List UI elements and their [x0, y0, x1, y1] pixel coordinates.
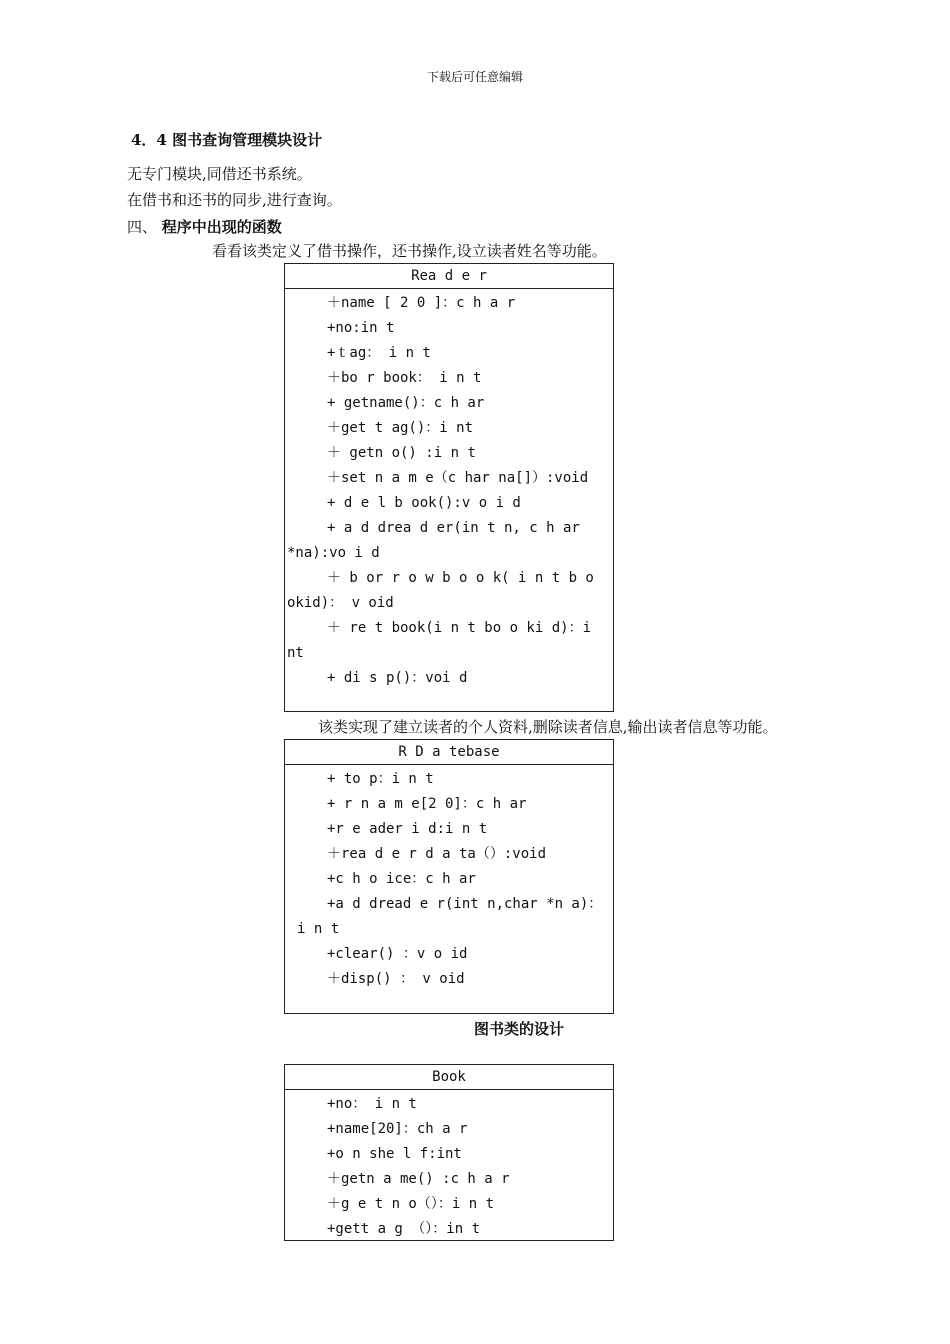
reader-member-continued: nt — [287, 645, 304, 661]
reader-member: ＋bo r book： i n t — [327, 370, 482, 386]
reader-member: + di s p()：voi d — [327, 670, 468, 686]
rdatabase-member: + r n a m e[2 0]：c h ar — [327, 796, 527, 812]
reader-member: + a d drea d er(in t n, c h ar — [327, 520, 580, 536]
rdatabase-class-name: R D a tebase — [285, 740, 613, 765]
rdatabase-class-box — [284, 739, 614, 1014]
reader-member: + getname()：c h ar — [327, 395, 485, 411]
page-header: 下载后可任意编辑 — [426, 70, 523, 84]
paragraph-1: 无专门模块,同借还书系统。 — [127, 165, 312, 183]
reader-member: ＋ re t book(i n t bo o ki d)：i — [327, 620, 592, 636]
reader-member-continued: *na):vo i d — [287, 545, 380, 561]
reader-member-continued: okid)： v oid — [287, 595, 394, 611]
rdatabase-member: + to p：i n t — [327, 771, 434, 787]
reader-member: ＋set n a m e（c har na[]）:void — [327, 470, 589, 486]
section4-prefix: 四、 — [127, 218, 158, 236]
book-class-name: Book — [285, 1065, 613, 1090]
section-title: 4．4 图书查询管理模块设计 — [131, 131, 323, 149]
book-member: +gett a g （）：in t — [327, 1221, 481, 1237]
section4-heading — [127, 216, 282, 237]
reader-member: +no:in t — [327, 320, 395, 336]
reader-member: ＋ getn o() :i n t — [327, 445, 476, 461]
book-member: ＋g e t n o（）：i n t — [327, 1196, 495, 1212]
reader-member: +ｔag： i n t — [327, 345, 431, 361]
reader-member: ＋name [ 2 0 ]：c h a r — [327, 295, 516, 311]
rdatabase-member: ＋disp() ： v oid — [327, 971, 465, 987]
rdatabase-member: +clear() ：v o id — [327, 946, 468, 962]
rdatabase-member: ＋rea d e r d a ta（）:void — [327, 846, 547, 862]
book-class-box — [284, 1064, 614, 1241]
reader-member: ＋get t ag()：i nt — [327, 420, 474, 436]
rdatabase-member-continued: i n t — [297, 921, 340, 937]
book-caption: 图书类的设计 — [474, 1020, 565, 1038]
rdatabase-intro: 该类实现了建立读者的个人资料,删除读者信息,输出读者信息等功能。 — [318, 718, 778, 736]
rdatabase-member: +c h o ice：c h ar — [327, 871, 476, 887]
section4-title: 程序中出现的函数 — [161, 218, 282, 236]
book-member: +name[20]：ch a r — [327, 1121, 468, 1137]
paragraph-2: 在借书和还书的同步,进行查询。 — [127, 191, 342, 209]
rdatabase-member: +a d dread e r(int n,char *n a)： — [327, 896, 603, 912]
reader-class-box — [284, 263, 614, 712]
reader-member: + d e l b ook():v o i d — [327, 495, 521, 511]
book-member: +o n she l f:int — [327, 1146, 462, 1162]
reader-intro: 看看该类定义了借书操作，还书操作,设立读者姓名等功能。 — [212, 242, 607, 260]
book-member: +no： i n t — [327, 1096, 417, 1112]
reader-member: ＋ b or r o w b o o k( i n t b o — [327, 570, 594, 586]
reader-class-name: Rea d e r — [285, 264, 613, 289]
book-member: ＋getn a me() :c h a r — [327, 1171, 510, 1187]
rdatabase-member: +r e ader i d:i n t — [327, 821, 488, 837]
